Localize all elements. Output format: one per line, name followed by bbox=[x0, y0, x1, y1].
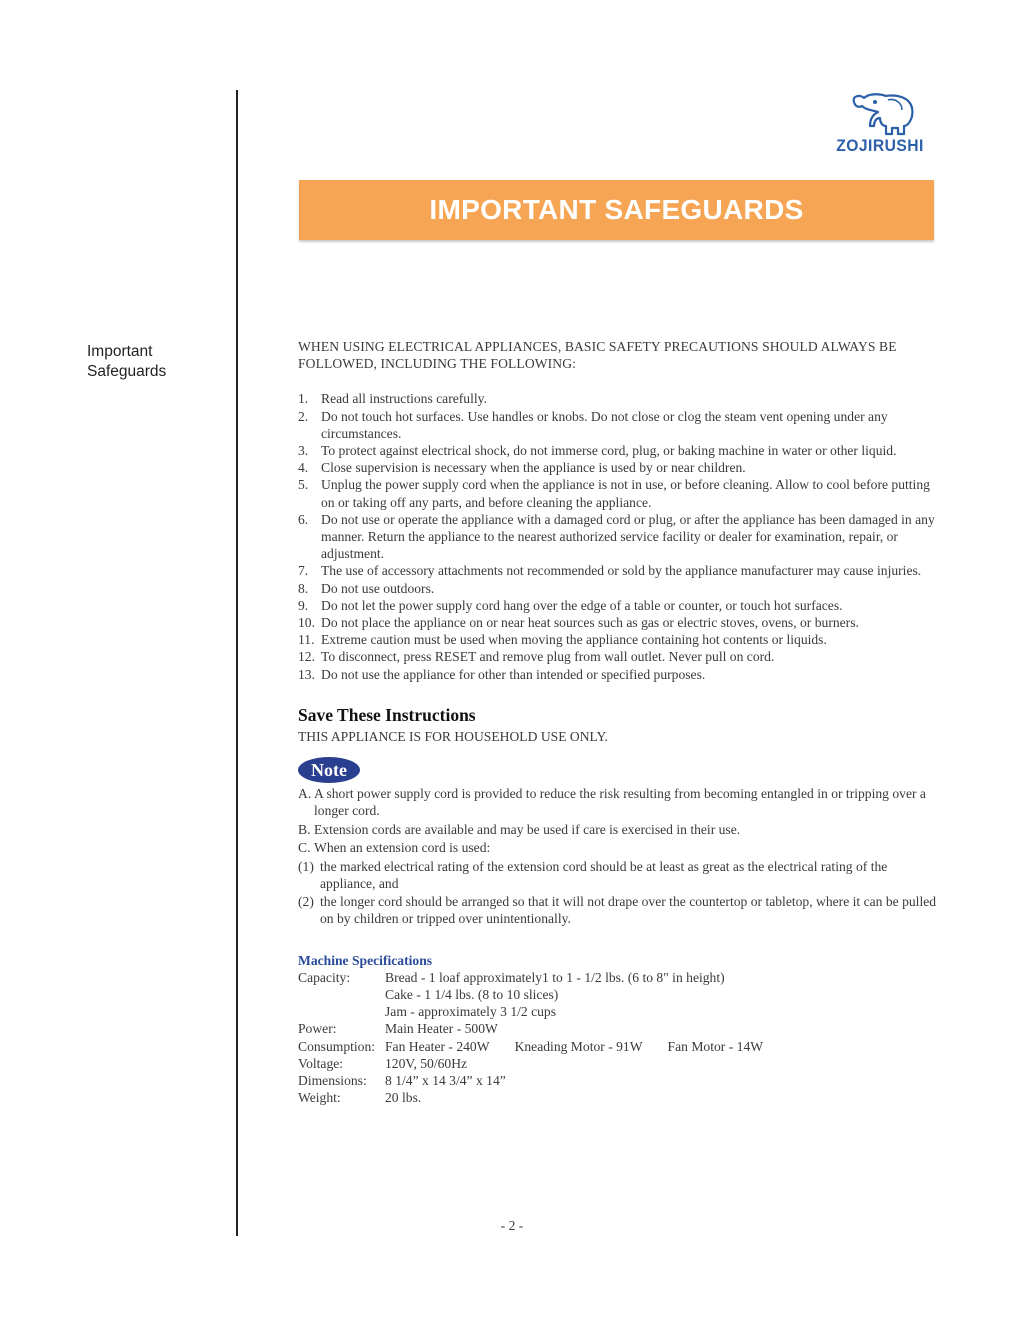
spec-fan-heater: Fan Heater - 240W bbox=[385, 1038, 490, 1054]
safeguard-item bbox=[298, 666, 938, 683]
safeguard-number: 1. bbox=[298, 391, 309, 407]
spec-row-dimensions bbox=[298, 1072, 763, 1089]
note-key: (2) bbox=[298, 894, 314, 910]
spec-heading: Machine Specifications bbox=[298, 952, 433, 968]
safeguard-text: Do not use or operate the appliance with a damaged cord or plug, or after the appliance has been damaged in any manner. Return the appliance to the nearest authorized service facility or dealer for examination, repair, or adjustment. bbox=[321, 511, 935, 562]
safeguard-number: 3. bbox=[298, 443, 309, 459]
spec-value: Main Heater - 500W bbox=[385, 1021, 498, 1037]
safeguard-number: 6. bbox=[298, 511, 309, 527]
note-key: A. bbox=[298, 786, 312, 802]
safeguard-number: 5. bbox=[298, 477, 309, 493]
sidebar-label-line1: Important bbox=[87, 343, 153, 360]
safeguard-number: 7. bbox=[298, 563, 309, 579]
brand-name: ZOJIRUSHI bbox=[836, 136, 924, 155]
main-content bbox=[298, 338, 938, 1106]
spec-value: Cake - 1 1/4 lbs. (8 to 10 slices) bbox=[385, 987, 559, 1003]
note-text: Extension cords are available and may be used if care is exercised in their use. bbox=[314, 821, 741, 837]
safeguard-number: 8. bbox=[298, 580, 309, 596]
spec-row-weight bbox=[298, 1089, 763, 1106]
safeguard-text: Unplug the power supply cord when the appliance is not in use, or before cleaning. Allow to cool before putting on or taking off any parts, and before cleaning the appliance. bbox=[321, 477, 930, 510]
spec-row-capacity-cake bbox=[298, 986, 763, 1003]
safeguard-text: To disconnect, press RESET and remove plug from wall outlet. Never pull on cord. bbox=[321, 649, 775, 665]
page-title: IMPORTANT SAFEGUARDS bbox=[429, 194, 804, 225]
safeguard-number: 4. bbox=[298, 460, 309, 476]
safeguard-text: Close supervision is necessary when the appliance is used by or near children. bbox=[321, 460, 746, 476]
safeguard-text: Extreme caution must be used when moving the appliance containing hot contents or liquids. bbox=[321, 632, 827, 648]
note-item bbox=[298, 821, 938, 838]
spec-label: Capacity: bbox=[298, 969, 351, 985]
spec-value: 8 1/4” x 14 3/4” x 14” bbox=[385, 1073, 506, 1089]
note-item bbox=[298, 858, 938, 892]
safeguard-number: 2. bbox=[298, 408, 309, 424]
note-item bbox=[298, 893, 938, 927]
spec-value: 20 lbs. bbox=[385, 1090, 422, 1106]
spec-fan-motor: Fan Motor - 14W bbox=[667, 1038, 764, 1054]
safeguard-number: 11. bbox=[298, 632, 315, 648]
spec-row-power bbox=[298, 1020, 763, 1037]
safeguard-item bbox=[298, 631, 938, 648]
note-text: the marked electrical rating of the extension cord should be at least as great as the electrical rating of the appliance, and bbox=[320, 858, 888, 891]
safeguard-item bbox=[298, 562, 938, 579]
safeguard-number: 13. bbox=[298, 666, 315, 682]
elephant-icon bbox=[848, 92, 920, 138]
safeguard-item bbox=[298, 459, 938, 476]
spec-label: Power: bbox=[298, 1021, 337, 1037]
note-text: the longer cord should be arranged so that it will not drape over the countertop or tabletop, where it can be pulled on by children or tripped over unintentionally. bbox=[320, 894, 937, 927]
note-text: When an extension cord is used: bbox=[314, 840, 491, 856]
safeguard-number: 10. bbox=[298, 615, 315, 631]
safeguard-item bbox=[298, 614, 938, 631]
sidebar-label-line2: Safeguards bbox=[87, 363, 167, 380]
spec-value: Bread - 1 loaf approximately1 to 1 - 1/2 lbs. (6 to 8" in height) bbox=[385, 969, 725, 985]
safeguard-item bbox=[298, 511, 938, 563]
safeguard-number: 9. bbox=[298, 597, 309, 613]
spec-table bbox=[298, 969, 763, 1107]
safeguard-item bbox=[298, 597, 938, 614]
note-item bbox=[298, 785, 938, 819]
safeguard-item bbox=[298, 390, 938, 407]
spec-value: Jam - approximately 3 1/2 cups bbox=[385, 1004, 557, 1020]
note-badge: Note bbox=[298, 757, 360, 783]
safeguard-text: Do not place the appliance on or near heat sources such as gas or electric stoves, ovens, or burners. bbox=[321, 615, 859, 631]
note-list bbox=[298, 785, 938, 927]
brand-logo bbox=[834, 92, 934, 162]
spec-value bbox=[385, 1038, 763, 1055]
intro-text: WHEN USING ELECTRICAL APPLIANCES, BASIC SAFETY PRECAUTIONS SHOULD ALWAYS BE FOLLOWED, INCLUDING THE FOLLOWING: bbox=[298, 339, 897, 372]
spec-label: Dimensions: bbox=[298, 1073, 367, 1089]
spec-row-capacity-jam bbox=[298, 1003, 763, 1020]
note-key: (1) bbox=[298, 858, 314, 874]
safeguard-item bbox=[298, 442, 938, 459]
note-key: B. bbox=[298, 821, 311, 837]
spec-kneading-motor: Kneading Motor - 91W bbox=[514, 1038, 643, 1054]
note-key: C. bbox=[298, 840, 311, 856]
note-item bbox=[298, 839, 938, 856]
safeguard-text: Do not touch hot surfaces. Use handles or knobs. Do not close or clog the steam vent opening under any circumstances. bbox=[321, 408, 888, 441]
spec-row-capacity bbox=[298, 969, 763, 986]
spec-row-voltage bbox=[298, 1055, 763, 1072]
safeguard-text: Do not use outdoors. bbox=[321, 580, 435, 596]
note-text: A short power supply cord is provided to reduce the risk resulting from becoming entangled in or tripping over a longer cord. bbox=[314, 786, 926, 819]
safeguard-text: Do not use the appliance for other than intended or specified purposes. bbox=[321, 666, 706, 682]
safeguard-item bbox=[298, 476, 938, 510]
safeguard-item bbox=[298, 408, 938, 442]
safeguard-item bbox=[298, 648, 938, 665]
spec-row-consumption bbox=[298, 1038, 763, 1055]
spec-label: Consumption: bbox=[298, 1038, 376, 1054]
safeguard-text: The use of accessory attachments not recommended or sold by the appliance manufacturer may cause injuries. bbox=[321, 563, 922, 579]
safeguard-text: Do not let the power supply cord hang over the edge of a table or counter, or touch hot surfaces. bbox=[321, 597, 843, 613]
sidebar-divider bbox=[236, 90, 238, 1236]
save-instructions-heading: Save These Instructions bbox=[298, 704, 476, 725]
safeguard-text: To protect against electrical shock, do not immerse cord, plug, or baking machine in water or other liquid. bbox=[321, 443, 897, 459]
spec-label: Weight: bbox=[298, 1090, 341, 1106]
household-use-text: THIS APPLIANCE IS FOR HOUSEHOLD USE ONLY. bbox=[298, 729, 608, 745]
spec-label: Voltage: bbox=[298, 1055, 344, 1071]
safeguard-number: 12. bbox=[298, 649, 315, 665]
title-banner bbox=[299, 180, 934, 240]
safeguards-list bbox=[298, 390, 938, 682]
safeguard-item bbox=[298, 580, 938, 597]
page-number: - 2 - bbox=[500, 1218, 524, 1233]
sidebar-section-label bbox=[87, 342, 227, 382]
safeguard-text: Read all instructions carefully. bbox=[321, 391, 487, 407]
spec-value: 120V, 50/60Hz bbox=[385, 1055, 468, 1071]
